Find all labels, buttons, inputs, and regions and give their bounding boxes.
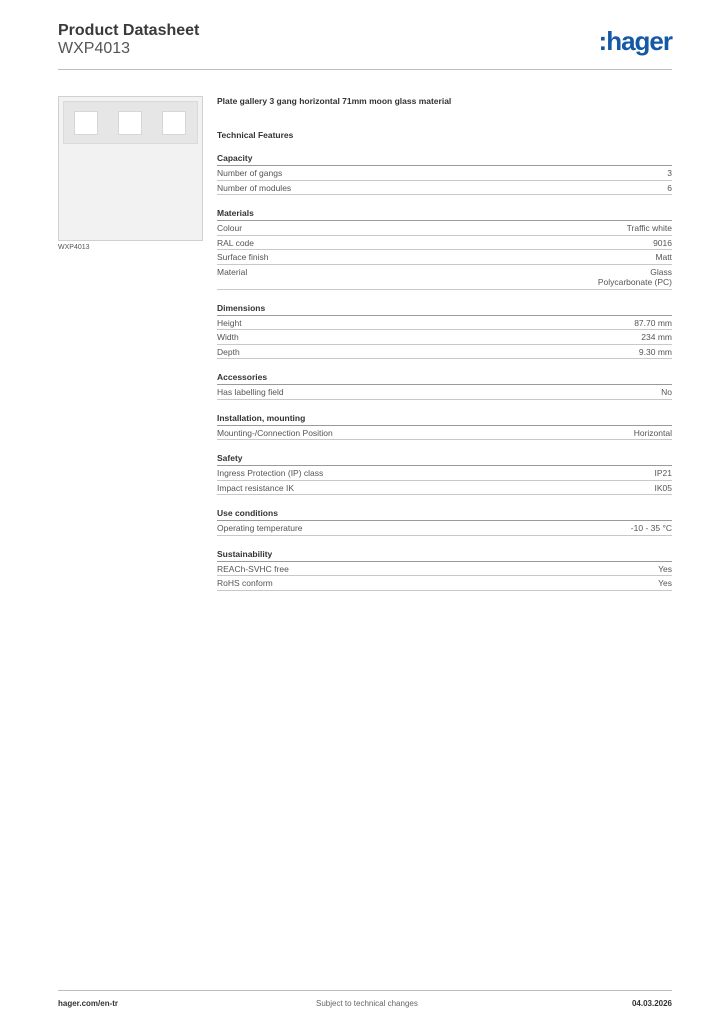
spec-section (217, 208, 672, 290)
spec-value (598, 267, 672, 288)
section-title: Use conditions (217, 508, 672, 521)
spec-value-line: 3 (667, 168, 672, 178)
spec-value (667, 183, 672, 194)
spec-value (667, 168, 672, 179)
spec-row (217, 330, 672, 345)
spec-value (658, 564, 672, 575)
spec-value-line: Yes (658, 578, 672, 588)
spec-row (217, 250, 672, 265)
spec-row (217, 426, 672, 441)
section-title: Capacity (217, 153, 672, 166)
spec-row (217, 562, 672, 577)
spec-value (641, 332, 672, 343)
spec-row (217, 236, 672, 251)
spec-value-line: IK05 (654, 482, 672, 493)
page-header (58, 20, 672, 70)
logo-text: hager (606, 26, 672, 56)
spec-label: Ingress Protection (IP) class (217, 468, 324, 478)
spec-value-line: 234 mm (641, 332, 672, 342)
spec-value-line: Horizontal (633, 427, 672, 438)
image-caption: WXP4013 (58, 244, 90, 251)
section-title: Sustainability (217, 549, 672, 562)
spec-label: Has labelling field (217, 387, 284, 397)
spec-row (217, 345, 672, 360)
spec-row (217, 265, 672, 290)
spec-section (217, 549, 672, 591)
spec-value (661, 387, 672, 398)
spec-value-line: Traffic white (626, 223, 672, 233)
section-title: Installation, mounting (217, 413, 672, 426)
wall-plate-icon (63, 101, 198, 144)
spec-value (639, 347, 672, 358)
spec-row (217, 316, 672, 331)
spec-section (217, 413, 672, 441)
spec-label: Width (217, 332, 239, 342)
spec-sections (217, 153, 672, 591)
spec-value (653, 238, 672, 249)
spec-label: Height (217, 317, 242, 328)
spec-row (217, 181, 672, 196)
logo-prefix: : (598, 26, 607, 56)
spec-section (217, 303, 672, 360)
spec-value-line: 9.30 mm (638, 346, 672, 357)
spec-value-line: 6 (667, 182, 672, 193)
datasheet-content (217, 96, 672, 604)
spec-row (217, 521, 672, 536)
product-code: WXP4013 (58, 40, 131, 57)
spec-value-line: Matt (655, 252, 672, 262)
spec-label: RAL code (217, 237, 255, 248)
spec-section (217, 153, 672, 195)
spec-value-line: 9016 (653, 237, 672, 248)
spec-label: Number of gangs (217, 168, 283, 178)
spec-row (217, 166, 672, 181)
section-title: Materials (217, 208, 672, 221)
spec-label: Number of modules (217, 182, 292, 193)
spec-value (655, 468, 673, 479)
spec-row (217, 481, 672, 496)
spec-value (627, 223, 672, 234)
spec-row (217, 385, 672, 400)
spec-section (217, 372, 672, 400)
spec-label: Impact resistance IK (217, 482, 295, 493)
spec-value-line: 87.70 mm (634, 317, 672, 328)
spec-value (655, 483, 673, 494)
spec-label: Surface finish (217, 252, 269, 262)
spec-value (634, 428, 672, 439)
product-image (58, 96, 203, 241)
spec-value-line: IP21 (654, 468, 672, 478)
spec-label: RoHS conform (217, 578, 273, 588)
section-title: Accessories (217, 372, 672, 385)
footer-date: 04.03.2026 (631, 999, 672, 1008)
footer-website: hager.com/en-tr (58, 999, 119, 1008)
gang-cutout (74, 111, 98, 135)
spec-label: Depth (217, 346, 240, 357)
spec-label: Colour (217, 223, 243, 233)
spec-value-line: Yes (658, 563, 672, 574)
spec-row (217, 576, 672, 591)
section-title: Safety (217, 453, 672, 466)
spec-label: Material (217, 266, 248, 277)
spec-section (217, 453, 672, 495)
hager-logo (599, 26, 672, 57)
page-footer (58, 990, 672, 1015)
spec-section (217, 508, 672, 536)
spec-row (217, 221, 672, 236)
spec-value (634, 318, 672, 329)
section-title: Dimensions (217, 303, 672, 316)
spec-value-line: Polycarbonate (PC) (597, 277, 672, 287)
gang-cutout (162, 111, 186, 135)
spec-label: REACh-SVHC free (217, 563, 289, 574)
spec-label: Mounting-/Connection Position (217, 427, 333, 438)
technical-features-title: Technical Features (217, 130, 294, 140)
spec-row (217, 466, 672, 481)
footer-notice: Subject to technical changes (316, 999, 418, 1008)
gang-cutout (118, 111, 142, 135)
page-title: Product Datasheet (58, 22, 200, 39)
product-description: Plate gallery 3 gang horizontal 71mm moon glass material (217, 96, 452, 106)
spec-value-line: Glass (650, 266, 672, 277)
spec-label: Operating temperature (217, 523, 303, 533)
spec-value-line: No (661, 387, 672, 397)
spec-value-line: -10 - 35 °C (630, 523, 672, 533)
spec-value (655, 252, 672, 263)
spec-value (658, 578, 672, 589)
spec-value (631, 523, 672, 534)
